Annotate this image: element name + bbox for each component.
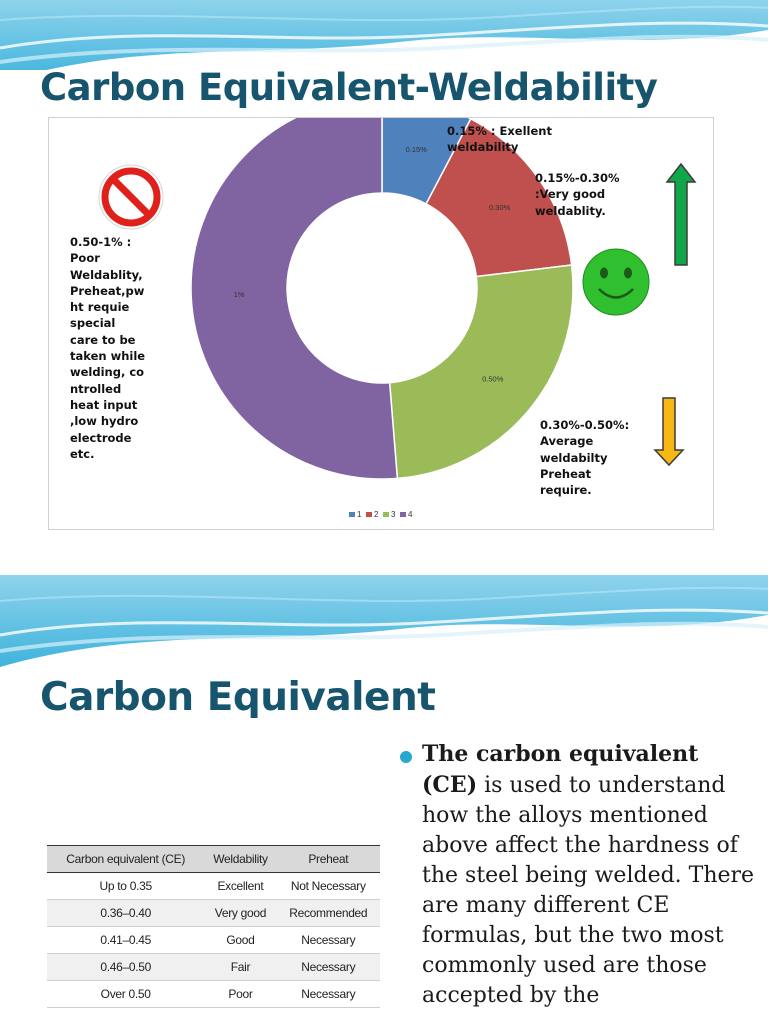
table-cell: Over 0.50: [47, 981, 204, 1008]
table-row: [47, 981, 380, 1008]
bullet-paragraph: [400, 739, 760, 1011]
table-row: [47, 954, 380, 981]
prohibited-sign-icon: [99, 165, 163, 229]
bullet-body: [400, 739, 760, 1011]
table-cell: Necessary: [277, 981, 380, 1008]
data-label: 0.15%: [405, 145, 427, 155]
green-up-arrow-icon: [667, 164, 695, 265]
legend-swatch: [366, 512, 372, 517]
annotation-poor: 0.50-1% : Poor Weldablity, Preheat,pw ht requie special care to be taken while welding, co ntrolled heat input ,low hydro electrode etc.: [70, 235, 146, 461]
table-header: Preheat: [277, 846, 380, 873]
table-row: [47, 900, 380, 927]
table-header: Carbon equivalent (CE): [47, 846, 204, 873]
table-cell: Not Necessary: [277, 873, 380, 900]
decorative-wave-header: [0, 575, 768, 670]
donut-slice-4: [191, 118, 397, 479]
legend-swatch: [400, 512, 406, 517]
data-label: 0.50%: [482, 374, 504, 384]
table-cell: Necessary: [277, 954, 380, 981]
ce-weldability-table: [47, 845, 380, 1008]
table-cell: Fair: [204, 954, 276, 981]
annotation-excellent: 0.15% : Exellent weldability: [447, 124, 552, 155]
data-label: 0.30%: [489, 202, 511, 212]
annotation-average: 0.30%-0.50%: Average weldabilty Preheat require.: [540, 418, 630, 498]
legend-label: 3: [391, 510, 396, 519]
table-cell: Recommended: [277, 900, 380, 927]
table-header-row: [47, 846, 380, 873]
annotation-very-good: 0.15%-0.30% :Very good weldablity.: [535, 171, 620, 218]
legend-label: 4: [408, 510, 413, 519]
table-cell: Up to 0.35: [47, 873, 204, 900]
bullet-dot-icon: [400, 751, 412, 763]
table-cell: 0.41–0.45: [47, 927, 204, 954]
yellow-down-arrow-icon: [655, 398, 683, 465]
legend-label: 2: [374, 510, 379, 519]
table-cell: Necessary: [277, 927, 380, 954]
page-title: Carbon Equivalent: [40, 675, 436, 720]
table-cell: 0.36–0.40: [47, 900, 204, 927]
table-cell: Poor: [204, 981, 276, 1008]
slide-carbon-equivalent: [0, 575, 768, 1024]
bullet-bold-term: The carbon equivalent (CE): [422, 741, 699, 798]
table-cell: Very good: [204, 900, 276, 927]
legend-swatch: [349, 512, 355, 517]
data-label: 1%: [233, 289, 245, 299]
weldability-donut-chart: [48, 117, 714, 530]
legend-label: 1: [357, 510, 362, 519]
decorative-wave-header: [0, 0, 768, 70]
legend-swatch: [383, 512, 389, 517]
bullet-text: is used to understand how the alloys mentioned above affect the hardness of the steel being welded. There are many different CE formulas, but the two most commonly used are those accepted by the: [422, 773, 755, 1008]
page-title: Carbon Equivalent-Weldability: [40, 66, 658, 109]
table-cell: Good: [204, 927, 276, 954]
table-cell: Excellent: [204, 873, 276, 900]
weldability-table-image: [45, 723, 385, 1024]
table-cell: 0.46–0.50: [47, 954, 204, 981]
table-header: Weldability: [204, 846, 276, 873]
table-row: [47, 873, 380, 900]
table-row: [47, 927, 380, 954]
smiley-face-icon: [583, 249, 649, 315]
